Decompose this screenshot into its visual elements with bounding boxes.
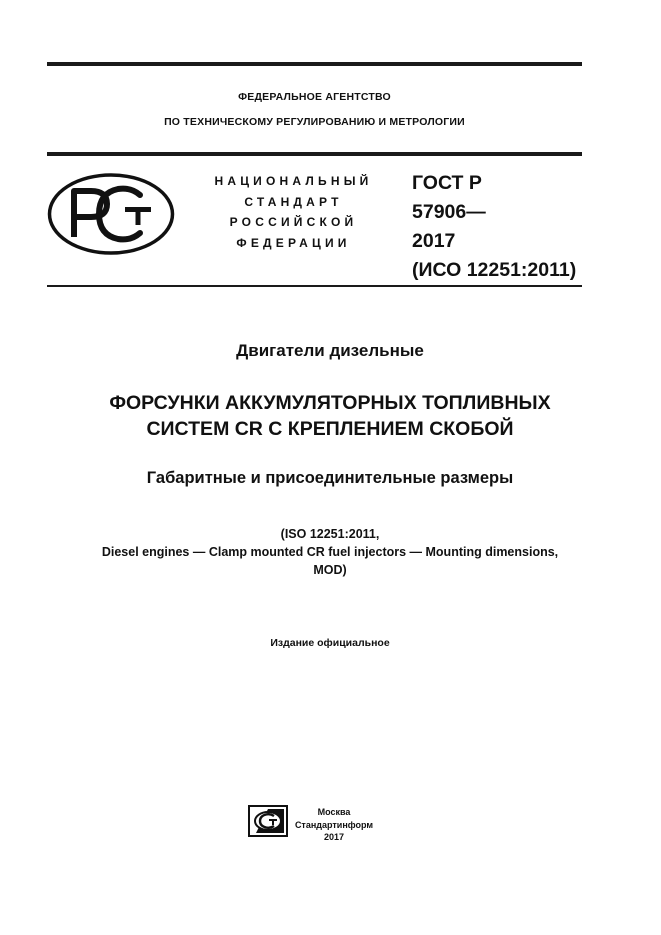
title-line-1: ФОРСУНКИ АККУМУЛЯТОРНЫХ ТОПЛИВНЫХ bbox=[109, 392, 551, 414]
bottom-rule bbox=[47, 285, 582, 287]
publisher-imprint bbox=[294, 806, 374, 844]
designation-line-2: 57906— bbox=[412, 201, 486, 223]
iso-line-3: MOD) bbox=[313, 563, 347, 577]
document-subject: Двигатели дизельные bbox=[236, 341, 424, 360]
standard-type-line-4: ФЕДЕРАЦИИ bbox=[236, 235, 351, 250]
designation-line-4: (ИСО 12251:2011) bbox=[412, 259, 577, 281]
agency-name-line-2: ПО ТЕХНИЧЕСКОМУ РЕГУЛИРОВАНИЮ И МЕТРОЛОГИИ bbox=[164, 116, 465, 128]
standard-type-line-1: НАЦИОНАЛЬНЫЙ bbox=[214, 174, 373, 188]
top-rule bbox=[47, 62, 582, 66]
standard-type-block bbox=[196, 171, 391, 253]
standard-type-line-3: РОССИЙСКОЙ bbox=[229, 215, 358, 229]
document-title bbox=[30, 390, 630, 442]
edition-label: Издание официальное bbox=[270, 637, 390, 649]
iso-line-2: Diesel engines — Clamp mounted CR fuel injectors — Mounting dimensions, bbox=[101, 545, 559, 559]
document-subtitle: Габаритные и присоединительные размеры bbox=[146, 469, 514, 487]
gost-r-certification-mark-icon bbox=[47, 173, 175, 255]
agency-name-line-1: ФЕДЕРАЛЬНОЕ АГЕНТСТВО bbox=[238, 91, 391, 103]
publisher-year: 2017 bbox=[323, 832, 345, 842]
designation-line-3: 2017 bbox=[412, 230, 456, 252]
standartinform-logo-icon bbox=[248, 805, 288, 837]
standard-designation bbox=[412, 169, 587, 285]
standard-type-line-2: СТАНДАРТ bbox=[244, 194, 343, 209]
publisher-name: Стандартинформ bbox=[294, 819, 374, 830]
title-line-2: СИСТЕМ CR С КРЕПЛЕНИЕМ СКОБОЙ bbox=[146, 418, 514, 440]
middle-rule bbox=[47, 152, 582, 156]
iso-reference bbox=[30, 525, 630, 579]
publisher-city: Москва bbox=[317, 807, 351, 817]
designation-line-1: ГОСТ Р bbox=[412, 172, 482, 194]
iso-line-1: (ISO 12251:2011, bbox=[280, 527, 380, 541]
